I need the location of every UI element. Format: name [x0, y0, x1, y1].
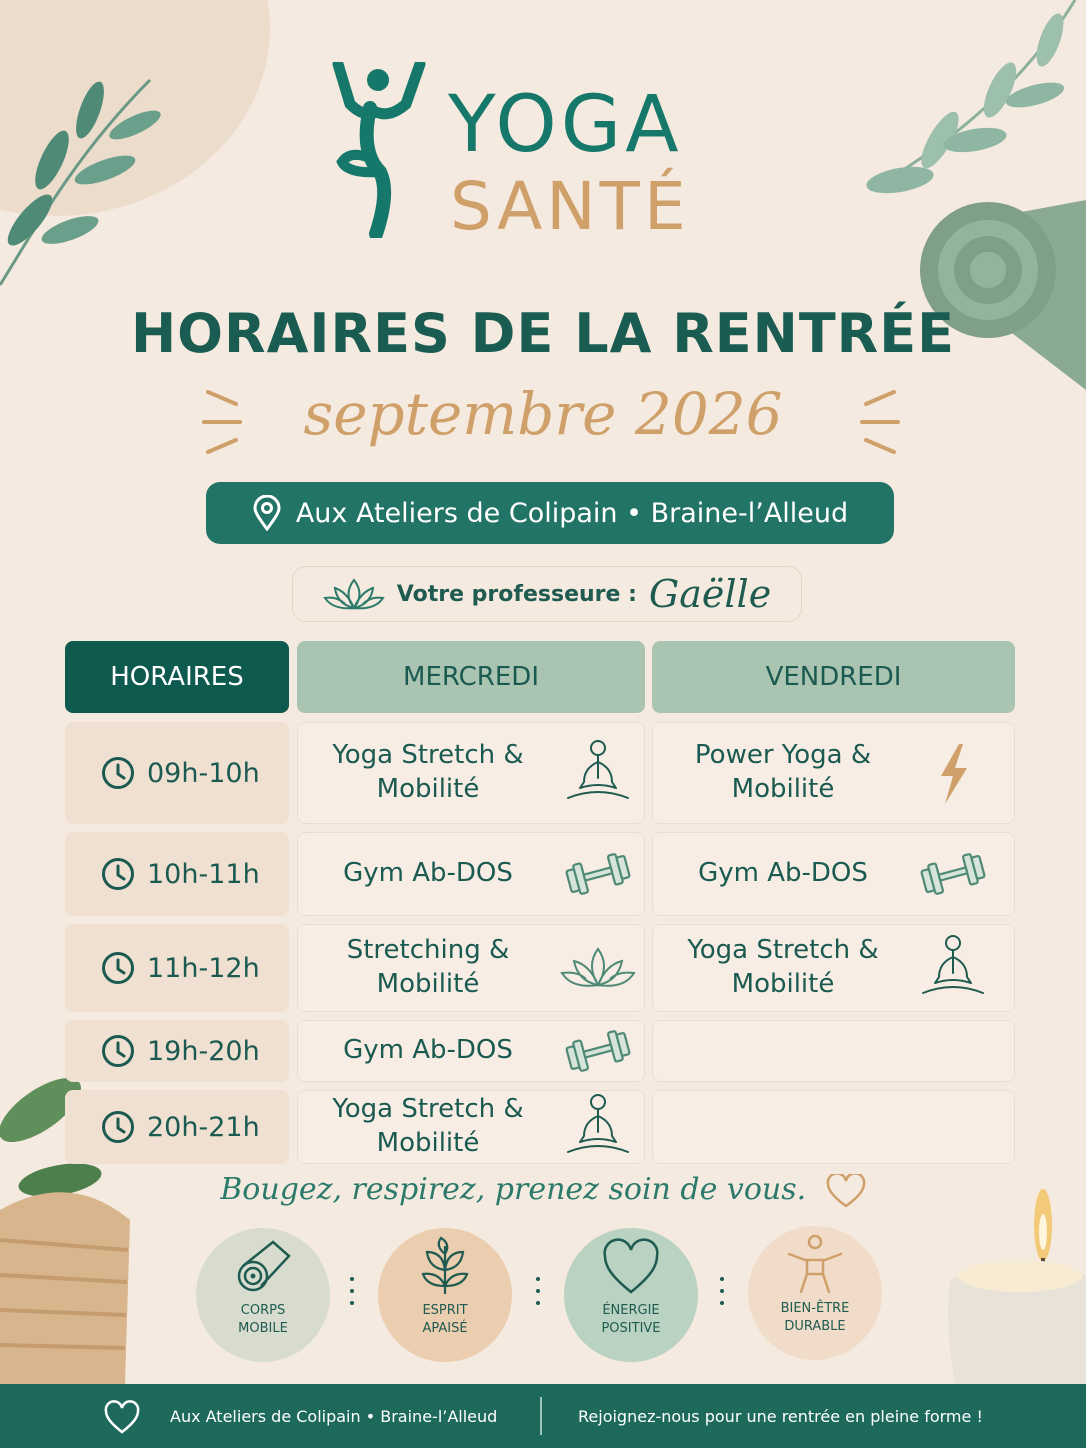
lotus-icon: [558, 933, 638, 1003]
class-name: Gym Ab-DOS: [343, 1035, 513, 1066]
location-banner: [206, 482, 894, 544]
benefit-corps-mobile: [196, 1228, 330, 1362]
class-name: Yoga Stretch & Mobilité: [332, 740, 524, 804]
sparkle-left-icon: [200, 384, 250, 460]
clock-icon: [101, 857, 135, 891]
slogan: [0, 1172, 1086, 1208]
time-slot-cell: [65, 722, 289, 824]
dots-separator: [720, 1276, 724, 1306]
time-slot-cell: [65, 1090, 289, 1164]
leaf-branch-top-right-decoration: [860, 0, 1086, 210]
brand-line-yoga: YOGA: [448, 80, 683, 170]
benefit-line2: MOBILE: [238, 1320, 288, 1336]
slogan-text: Bougez, respirez, prenez soin de vous.: [220, 1172, 807, 1207]
meditation-icon: [558, 1092, 638, 1162]
meditation-icon: [913, 933, 993, 1003]
benefit-esprit-apaise: [378, 1228, 512, 1362]
footer-message: Rejoignez-nous pour une rentrée en pleine forme !: [578, 1407, 983, 1426]
wednesday-class-cell: [297, 924, 645, 1012]
time-slot-label: 19h-20h: [147, 1035, 260, 1067]
location-text: Aux Ateliers de Colipain • Braine-l’Alleud: [295, 497, 849, 529]
yoga-sante-logo: [330, 62, 750, 252]
teacher-label: Votre professeure :: [396, 581, 637, 607]
time-slot-label: 20h-21h: [147, 1111, 260, 1143]
sprout-icon: [415, 1236, 475, 1296]
column-header-wednesday: MERCREDI: [297, 641, 645, 713]
friday-class-cell: [652, 1090, 1015, 1164]
meditation-icon: [558, 738, 638, 808]
benefit-line2: APAISÉ: [422, 1320, 468, 1336]
wednesday-class-cell: [297, 832, 645, 916]
benefit-line2: POSITIVE: [601, 1320, 661, 1336]
person-icon: [785, 1234, 845, 1294]
column-header-friday: VENDREDI: [652, 641, 1015, 713]
friday-class-cell: [652, 924, 1015, 1012]
yoga-tree-pose-icon: [330, 62, 430, 238]
time-slot-label: 09h-10h: [147, 757, 260, 789]
benefit-line1: ESPRIT: [422, 1302, 468, 1318]
clock-icon: [101, 1110, 135, 1144]
map-pin-icon: [252, 495, 282, 531]
benefit-energie-positive: [564, 1228, 698, 1362]
time-slot-cell: [65, 832, 289, 916]
dumbbell-icon: [558, 1016, 638, 1086]
class-name: Yoga Stretch & Mobilité: [687, 935, 879, 999]
page-title: HORAIRES DE LA RENTRÉE: [130, 302, 956, 365]
class-name: Gym Ab-DOS: [698, 858, 868, 889]
heart-outline-icon: [104, 1400, 140, 1434]
heart-icon: [601, 1236, 661, 1296]
dumbbell-icon: [913, 839, 993, 909]
benefit-line1: ÉNERGIE: [602, 1302, 660, 1318]
class-name: Stretching & Mobilité: [346, 935, 510, 999]
sparkle-right-icon: [852, 384, 902, 460]
footer-location: Aux Ateliers de Colipain • Braine-l’Alleud: [170, 1407, 498, 1426]
teacher-box: [292, 566, 802, 622]
time-slot-cell: [65, 924, 289, 1012]
clock-icon: [101, 951, 135, 985]
lightning-icon: [913, 738, 993, 808]
clock-icon: [101, 756, 135, 790]
time-slot-label: 11h-12h: [147, 952, 260, 984]
dots-separator: [350, 1276, 354, 1306]
benefit-line1: CORPS: [240, 1302, 286, 1318]
column-header-times: HORAIRES: [65, 641, 289, 713]
class-name: Yoga Stretch & Mobilité: [332, 1094, 524, 1158]
friday-class-cell: [652, 722, 1015, 824]
page-subtitle: septembre 2026: [303, 380, 783, 448]
dots-separator: [536, 1276, 540, 1306]
friday-class-cell: [652, 832, 1015, 916]
dumbbell-icon: [558, 839, 638, 909]
brand-line-sante: SANTÉ: [450, 168, 690, 245]
yoga-mat-icon: [233, 1236, 293, 1296]
wednesday-class-cell: [297, 1020, 645, 1082]
class-name: Gym Ab-DOS: [343, 858, 513, 889]
class-name: Power Yoga & Mobilité: [694, 740, 872, 804]
benefit-line1: BIEN-ÊTRE: [780, 1300, 850, 1316]
lotus-icon: [323, 576, 385, 612]
footer-bar: [0, 1384, 1086, 1448]
time-slot-label: 10h-11h: [147, 858, 260, 890]
wednesday-class-cell: [297, 1090, 645, 1164]
teacher-name: Gaëlle: [648, 572, 772, 616]
heart-outline-icon: [826, 1174, 866, 1208]
leaf-branch-top-left-decoration: [0, 50, 170, 290]
friday-class-cell: [652, 1020, 1015, 1082]
benefit-line2: DURABLE: [784, 1318, 846, 1334]
clock-icon: [101, 1034, 135, 1068]
wednesday-class-cell: [297, 722, 645, 824]
footer-divider: [540, 1397, 542, 1435]
time-slot-cell: [65, 1020, 289, 1082]
benefit-bien-etre-durable: [748, 1226, 882, 1360]
